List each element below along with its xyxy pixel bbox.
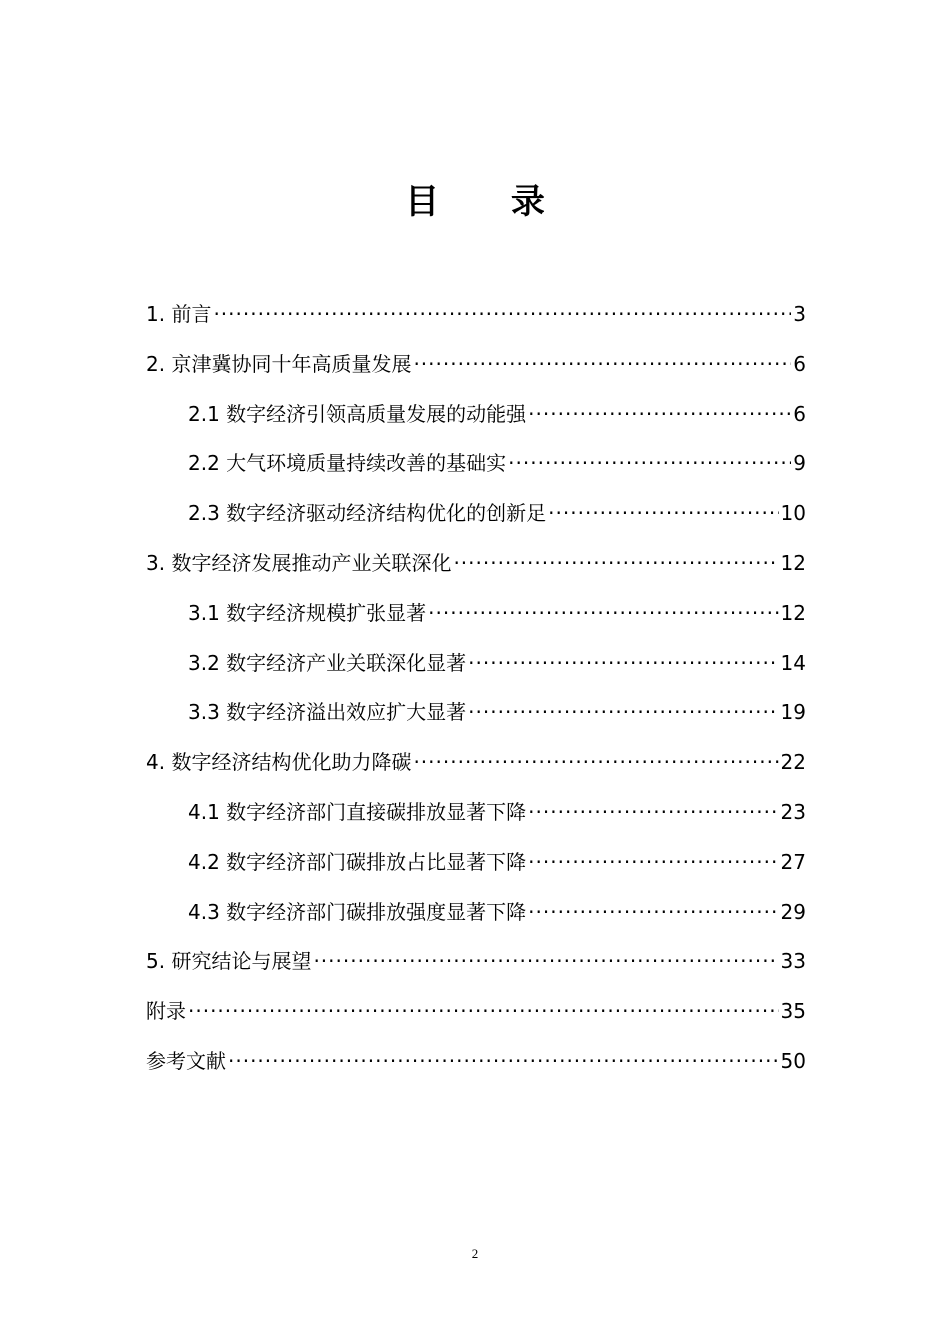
toc-entry-label: 2. 京津冀协同十年高质量发展 [146,351,412,376]
toc-entry[interactable] [146,894,806,944]
toc-title: 目 录 [405,182,575,222]
toc-entry-label: 5. 研究结论与展望 [146,949,312,974]
toc-entry-page: 29 [780,899,806,924]
toc-entry[interactable] [146,645,806,695]
table-of-contents [146,296,806,1093]
toc-entry[interactable] [146,943,806,993]
toc-entry-label: 4.2 数字经济部门碳排放占比显著下降 [188,849,527,874]
toc-dot-leader [548,495,778,531]
toc-entry-page: 35 [780,999,806,1024]
toc-entry-label: 4.3 数字经济部门碳排放强度显著下降 [188,899,527,924]
toc-entry[interactable] [146,844,806,894]
toc-entry[interactable] [146,1043,806,1093]
toc-entry-page: 12 [780,600,806,625]
toc-entry-page: 50 [780,1048,806,1073]
toc-entry-label: 1. 前言 [146,302,212,326]
toc-entry-label: 3. 数字经济发展推动产业关联深化 [146,550,452,575]
toc-dot-leader [528,794,778,830]
toc-entry-page: 6 [793,351,806,376]
toc-entry-label: 4. 数字经济结构优化助力降碳 [146,750,412,775]
toc-entry-page: 14 [780,650,806,675]
toc-dot-leader [313,943,778,979]
toc-entry-page: 10 [780,501,806,526]
toc-entry-page: 19 [780,700,806,725]
toc-dot-leader [528,844,778,880]
toc-entry-label: 2.1 数字经济引领高质量发展的动能强 [188,401,527,426]
toc-entry[interactable] [146,694,806,744]
toc-entry-label: 3.2 数字经济产业关联深化显著 [188,650,467,675]
toc-dot-leader [213,296,791,332]
toc-entry-label: 参考文献 [146,1048,226,1073]
toc-entry-label: 3.1 数字经济规模扩张显著 [188,600,427,625]
toc-entry-page: 27 [780,849,806,874]
toc-dot-leader [468,694,778,730]
toc-entry[interactable] [146,595,806,645]
toc-entry-page: 22 [780,750,806,775]
toc-entry-page: 3 [793,302,806,326]
toc-entry-label: 3.3 数字经济溢出效应扩大显著 [188,700,467,725]
toc-entry-label: 2.3 数字经济驱动经济结构优化的创新足 [188,501,547,526]
toc-dot-leader [428,595,778,631]
toc-entry-label: 2.2 大气环境质量持续改善的基础实 [188,451,507,476]
toc-entry-label: 附录 [146,999,186,1024]
toc-entry[interactable] [146,495,806,545]
toc-entry[interactable] [146,296,806,346]
toc-entry-page: 9 [793,451,806,476]
toc-entry[interactable] [146,346,806,396]
toc-dot-leader [188,993,779,1029]
toc-dot-leader [528,894,778,930]
toc-entry-page: 12 [780,550,806,575]
toc-dot-leader [413,744,778,780]
toc-entry[interactable] [146,545,806,595]
toc-entry[interactable] [146,445,806,495]
toc-entry-page: 33 [780,949,806,974]
toc-entry[interactable] [146,396,806,446]
toc-dot-leader [413,346,791,382]
toc-dot-leader [508,445,791,481]
toc-entry-page: 23 [780,799,806,824]
toc-entry[interactable] [146,794,806,844]
toc-dot-leader [228,1043,779,1079]
toc-dot-leader [468,645,778,681]
toc-entry[interactable] [146,993,806,1043]
toc-entry-label: 4.1 数字经济部门直接碳排放显著下降 [188,799,527,824]
toc-entry-page: 6 [793,401,806,426]
toc-dot-leader [528,396,791,432]
toc-entry[interactable] [146,744,806,794]
toc-dot-leader [453,545,778,581]
page-number: 2 [471,1246,479,1261]
